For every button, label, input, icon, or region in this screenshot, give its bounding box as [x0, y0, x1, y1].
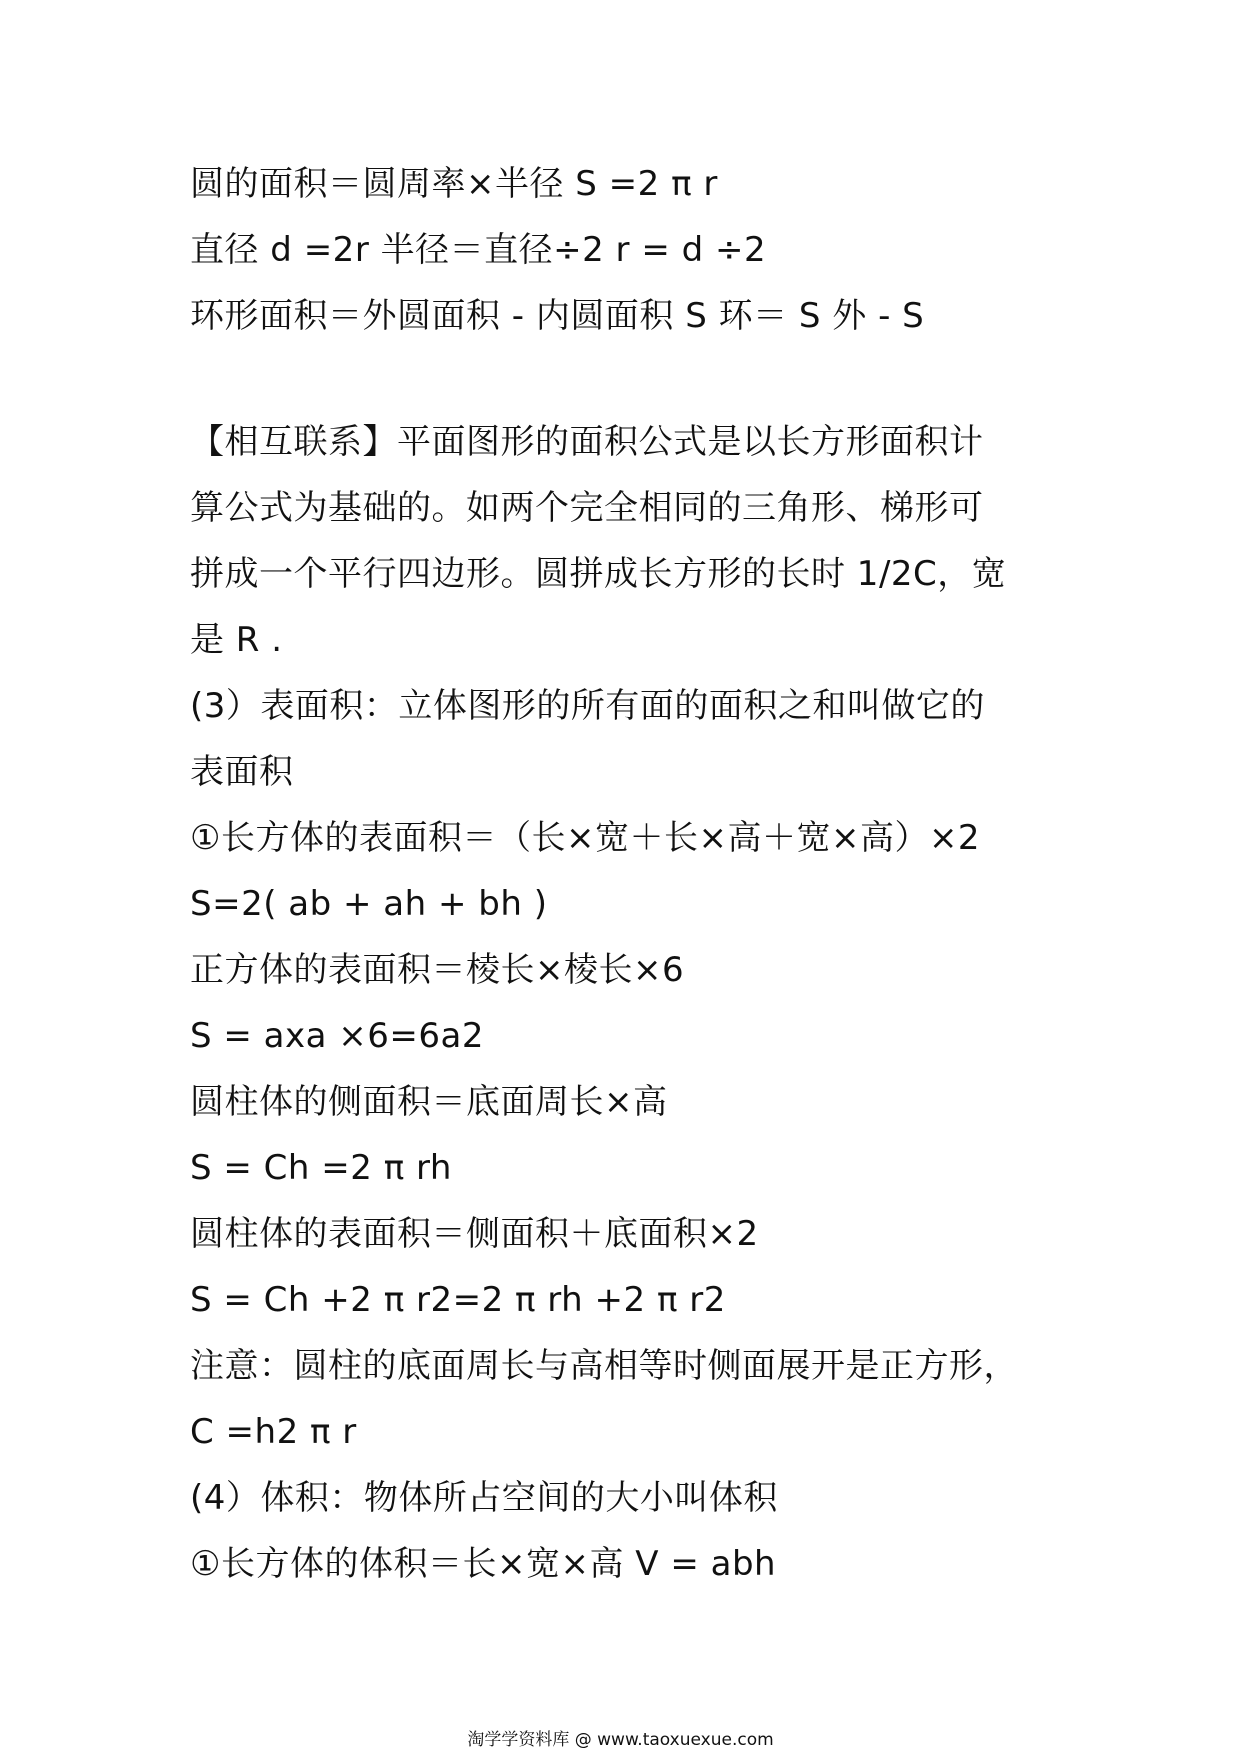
text-line-cuboid-volume: ①长方体的体积＝长×宽×高 V = abh — [190, 1544, 777, 1584]
text-line-surface-area-def-1: (3）表面积：立体图形的所有面的面积之和叫做它的 — [190, 686, 985, 726]
text-line-diameter-radius: 直径 d =2r 半径＝直径÷2 r = d ÷2 — [190, 230, 767, 270]
text-line-cylinder-lateral-formula: S = Ch =2 π rh — [190, 1148, 452, 1188]
text-line-surface-area-def-2: 表面积 — [190, 752, 294, 792]
text-line-note-formula: C =h2 π r — [190, 1412, 357, 1452]
text-line-cylinder-surface: 圆柱体的表面积＝侧面积＋底面积×2 — [190, 1214, 759, 1254]
text-line-cuboid-surface-formula: S=2( ab + ah + bh ) — [190, 884, 548, 924]
text-line-relation-2: 算公式为基础的。如两个完全相同的三角形、梯形可 — [190, 488, 984, 528]
footer-watermark: 淘学学资料库 @ www.taoxuexue.com — [467, 1730, 774, 1750]
text-line-volume-def: (4）体积：物体所占空间的大小叫体积 — [190, 1478, 778, 1518]
text-line-cuboid-surface: ①长方体的表面积＝（长×宽＋长×高＋宽×高）×2 — [190, 818, 981, 858]
text-line-cylinder-lateral: 圆柱体的侧面积＝底面周长×高 — [190, 1082, 668, 1122]
text-line-relation-3: 拼成一个平行四边形。圆拼成长方形的长时 1/2C，宽 — [190, 554, 1007, 594]
text-line-relation-1: 【相互联系】平面图形的面积公式是以长方形面积计 — [190, 422, 984, 462]
text-line-cube-surface-formula: S = axa ×6=6a2 — [190, 1016, 484, 1056]
text-line-ring-area: 环形面积＝外圆面积 - 内圆面积 S 环＝ S 外 - S — [190, 296, 925, 336]
text-line-cylinder-surface-formula: S = Ch +2 π r2=2 π rh +2 π r2 — [190, 1280, 726, 1320]
text-line-relation-4: 是 R . — [190, 620, 283, 660]
text-line-circle-area: 圆的面积＝圆周率×半径 S =2 π r — [190, 164, 718, 204]
text-line-cube-surface: 正方体的表面积＝棱长×棱长×6 — [190, 950, 685, 990]
text-line-note: 注意：圆柱的底面周长与高相等时侧面展开是正方形， — [190, 1346, 1018, 1386]
